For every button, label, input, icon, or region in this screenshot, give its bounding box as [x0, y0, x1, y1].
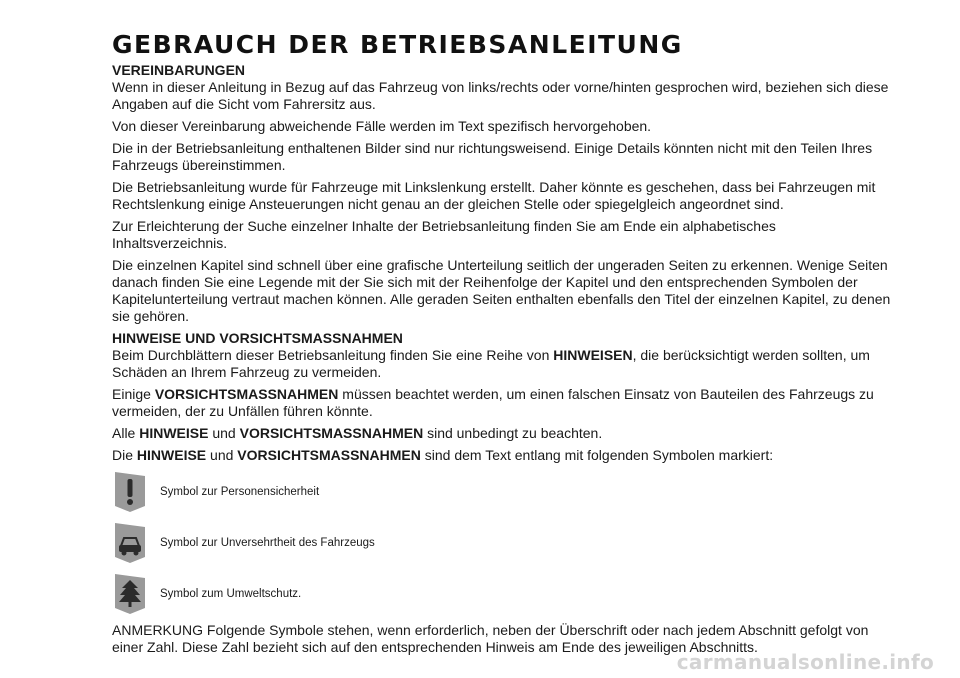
note-paragraph: ANMERKUNG Folgende Symbole stehen, wenn erforderlich, neben der Überschrift oder nach jedem Abschnitt gefolgt von einer Zahl. Diese Zahl bezieht sich auf den entsprechenden Hinweis am Ende des jeweiligen Abschnitts.: [112, 622, 869, 655]
paragraph-5: Zur Erleichterung der Suche einzelner Inhalte der Betriebsanleitung finden Sie am Ende ein alphabetisches Inhaltsverzeichnis.: [112, 218, 776, 251]
symbol-label: Symbol zur Unversehrtheit des Fahrzeugs: [160, 537, 375, 549]
symbol-label: Symbol zum Umweltschutz.: [160, 588, 302, 600]
tree-environment-icon: [112, 572, 148, 616]
symbol-row-environment: [112, 571, 892, 617]
paragraph-symbole: Die HINWEISE und VORSICHTSMASSNAHMEN sind dem Text entlang mit folgenden Symbolen markiert:: [112, 447, 774, 463]
section-heading-vereinbarungen: VEREINBARUNGEN: [112, 62, 246, 78]
paragraph-vorsichtsmassnahmen: Einige VORSICHTSMASSNAHMEN müssen beachtet werden, um einen falschen Einsatz von Bauteilen des Fahrzeugs zu vermeiden, der zu Unfällen führen könnte.: [112, 386, 874, 419]
paragraph-alle: Alle HINWEISE und VORSICHTSMASSNAHMEN sind unbedingt zu beachten.: [112, 425, 603, 441]
paragraph-1: Wenn in dieser Anleitung in Bezug auf das Fahrzeug von links/rechts oder vorne/hinten gesprochen wird, beziehen sich diese Angaben auf die Sicht vom Fahrersitz aus.: [112, 79, 889, 112]
symbol-row-vehicle-integrity: [112, 520, 892, 566]
paragraph-6: Die einzelnen Kapitel sind schnell über eine grafische Unterteilung seitlich der ungeraden Seiten zu erkennen. Wenige Seiten danach finden Sie eine Legende mit der Sie sich mit der Reihenfolge der Kapitel und den entsprechenden Symbolen der Kapitelunterteilung vertraut machen können. Alle geraden Seiten enthalten ebenfalls den Titel der einzelnen Kapitel, zu denen sie gehören.: [112, 257, 891, 324]
paragraph-2: Von dieser Vereinbarung abweichende Fälle werden im Text spezifisch hervorgehoben.: [112, 118, 652, 134]
page-title: GEBRAUCH DER BETRIEBSANLEITUNG: [112, 30, 683, 59]
paragraph-4: Die Betriebsanleitung wurde für Fahrzeuge mit Linkslenkung erstellt. Daher könnte es geschehen, dass bei Fahrzeugen mit Rechtslenkung einige Ansteuerungen nicht genau an der gleichen Stelle oder spiegelgleich angeordnet sind.: [112, 179, 876, 212]
page-content: [112, 30, 892, 661]
symbol-label: Symbol zur Personensicherheit: [160, 486, 320, 498]
watermark: carmanualsonline.info: [676, 650, 934, 674]
exclamation-warning-icon: [112, 470, 148, 514]
symbol-row-personal-safety: [112, 469, 892, 515]
section-heading-hinweise: HINWEISE UND VORSICHTSMASSNAHMEN: [112, 330, 403, 346]
paragraph-3: Die in der Betriebsanleitung enthaltenen Bilder sind nur richtungsweisend. Einige Details könnten nicht mit den Teilen Ihres Fahrzeugs übereinstimmen.: [112, 140, 873, 173]
car-warning-icon: [112, 521, 148, 565]
paragraph-hinweisen: Beim Durchblättern dieser Betriebsanleitung finden Sie eine Reihe von HINWEISEN, die berücksichtigt werden sollten, um Schäden an Ihrem Fahrzeug zu vermeiden.: [112, 347, 870, 380]
